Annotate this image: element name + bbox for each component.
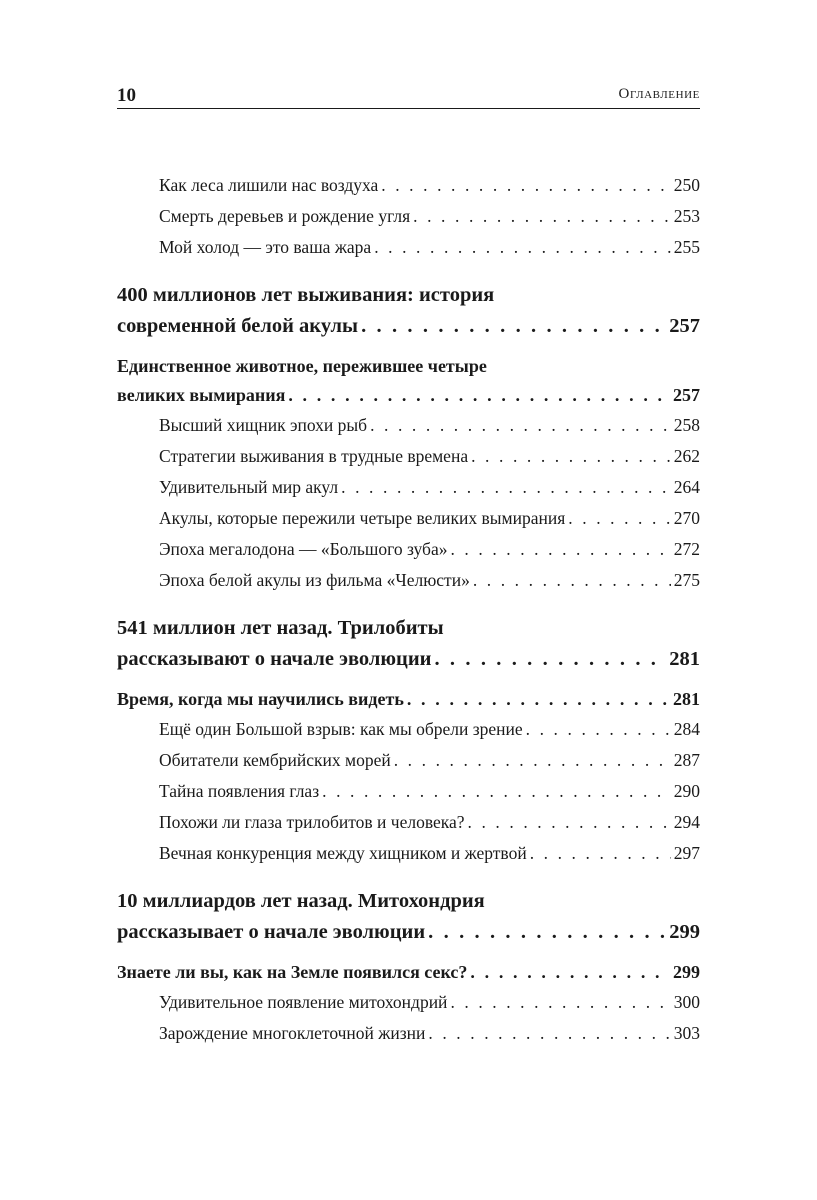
toc-subsection	[117, 170, 700, 201]
toc-subsection-title: Удивительное появление митохондрий	[159, 992, 448, 1012]
leader-dots	[407, 685, 670, 714]
toc-subsection	[117, 838, 700, 869]
toc-page-number: 284	[673, 719, 700, 739]
toc-page-number: 281	[669, 648, 700, 670]
toc-page-number: 297	[673, 843, 700, 863]
leader-dots	[468, 807, 671, 838]
toc-subsection-title: Вечная конкуренция между хищником и жертвой	[159, 843, 527, 863]
toc-page-number: 275	[673, 570, 700, 590]
toc-chapter	[117, 613, 700, 675]
toc-subsection-title: Удивительный мир акул	[159, 477, 339, 497]
toc-subsection-title: Похожи ли глаза трилобитов и человека?	[159, 812, 465, 832]
toc-section-title: Время, когда мы научились видеть	[117, 689, 404, 709]
toc-subsection-title: Эпоха белой акулы из фильма «Челюсти»	[159, 570, 470, 590]
toc-subsection	[117, 714, 700, 745]
toc-page-number: 270	[673, 508, 700, 528]
toc-subsection	[117, 565, 700, 596]
table-of-contents	[117, 170, 700, 1049]
leader-dots	[526, 714, 671, 745]
toc-subsection-title: Высший хищник эпохи рыб	[159, 415, 368, 435]
page-number: 10	[117, 85, 136, 106]
leader-dots	[428, 917, 666, 948]
toc-page-number: 262	[673, 446, 700, 466]
toc-section	[117, 352, 700, 410]
toc-section-title: Знаете ли вы, как на Земле появился секс?	[117, 962, 468, 982]
toc-page-number: 257	[673, 385, 700, 405]
toc-page-number: 257	[669, 315, 700, 337]
toc-page-number: 287	[673, 750, 700, 770]
toc-subsection	[117, 745, 700, 776]
leader-dots	[450, 534, 670, 565]
leader-dots	[470, 958, 670, 987]
toc-subsection-title: Тайна появления глаз	[159, 781, 320, 801]
toc-page-number: 300	[673, 992, 700, 1012]
page-header	[117, 86, 700, 109]
toc-subsection	[117, 410, 700, 441]
leader-dots	[450, 987, 670, 1018]
toc-subsection	[117, 807, 700, 838]
leader-dots	[471, 441, 671, 472]
toc-subsection	[117, 534, 700, 565]
toc-page-number: 299	[669, 921, 700, 943]
toc-subsection-title: Стратегии выживания в трудные времена	[159, 446, 469, 466]
toc-chapter-title-line1: 10 миллиардов лет назад. Митохондрия	[117, 890, 485, 912]
toc-chapter-title-line1: 541 миллион лет назад. Трилобиты	[117, 617, 444, 639]
toc-chapter-title-line2: современной белой акулы	[117, 315, 359, 337]
leader-dots	[428, 1018, 670, 1049]
leader-dots	[361, 311, 666, 342]
toc-subsection-title: Ещё один Большой взрыв: как мы обрели зрение	[159, 719, 523, 739]
toc-page-number: 264	[673, 477, 700, 497]
toc-chapter-title-line2: рассказывают о начале эволюции	[117, 648, 432, 670]
leader-dots	[374, 232, 671, 263]
toc-subsection	[117, 776, 700, 807]
leader-dots	[413, 201, 671, 232]
leader-dots	[288, 381, 670, 410]
toc-section-title-line2: великих вымирания	[117, 385, 286, 405]
leader-dots	[473, 565, 671, 596]
leader-dots	[341, 472, 671, 503]
toc-page-number: 303	[673, 1023, 700, 1043]
leader-dots	[381, 170, 670, 201]
toc-page-number: 272	[673, 539, 700, 559]
toc-page-number: 299	[673, 962, 700, 982]
toc-page-number: 290	[673, 781, 700, 801]
toc-page-number: 253	[673, 206, 700, 226]
toc-subsection-title: Мой холод — это ваша жара	[159, 237, 372, 257]
toc-subsection	[117, 987, 700, 1018]
leader-dots	[568, 503, 670, 534]
toc-page-number: 258	[673, 415, 700, 435]
toc-page-number: 250	[673, 175, 700, 195]
toc-subsection-title: Эпоха мегалодона — «Большого зуба»	[159, 539, 448, 559]
toc-subsection-title: Акулы, которые пережили четыре великих вымирания	[159, 508, 566, 528]
toc-page-number: 255	[673, 237, 700, 257]
leader-dots	[530, 838, 671, 869]
leader-dots	[322, 776, 671, 807]
toc-subsection	[117, 503, 700, 534]
toc-subsection-title: Обитатели кембрийских морей	[159, 750, 391, 770]
toc-section-title-line1: Единственное животное, пережившее четыре	[117, 356, 487, 376]
leader-dots	[434, 644, 666, 675]
toc-subsection	[117, 441, 700, 472]
toc-subsection-title: Зарождение многоклеточной жизни	[159, 1023, 426, 1043]
toc-subsection-title: Как леса лишили нас воздуха	[159, 175, 379, 195]
toc-chapter	[117, 886, 700, 948]
leader-dots	[370, 410, 671, 441]
leader-dots	[394, 745, 671, 776]
toc-page-number: 281	[673, 689, 700, 709]
running-head: Оглавление	[618, 86, 700, 102]
toc-chapter-title-line1: 400 миллионов лет выживания: история	[117, 284, 495, 306]
toc-section	[117, 685, 700, 714]
toc-subsection	[117, 201, 700, 232]
toc-section	[117, 958, 700, 987]
toc-subsection	[117, 472, 700, 503]
toc-chapter-title-line2: рассказывает о начале эволюции	[117, 921, 426, 943]
toc-subsection	[117, 232, 700, 263]
toc-subsection	[117, 1018, 700, 1049]
toc-page-number: 294	[673, 812, 700, 832]
toc-subsection-title: Смерть деревьев и рождение угля	[159, 206, 411, 226]
toc-chapter	[117, 280, 700, 342]
